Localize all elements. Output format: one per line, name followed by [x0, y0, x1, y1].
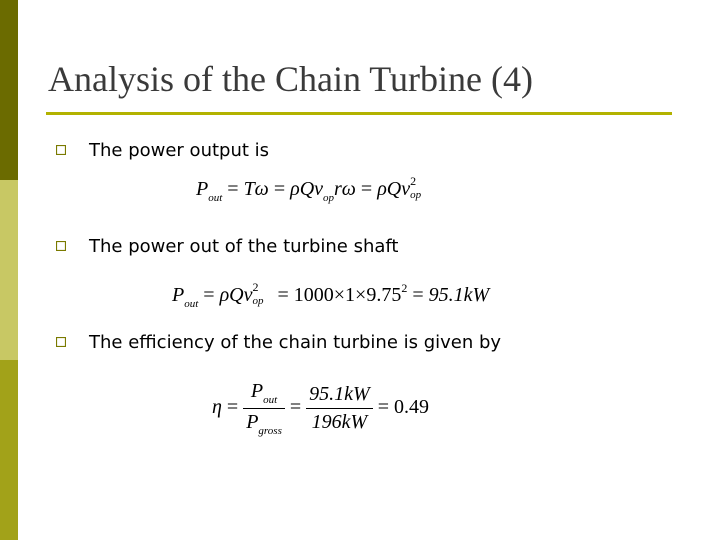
- equation-shaft-power: $P_{out} = \rho Qv$ 2 op = $1000\times 1\times 9.75^2 = 95.1kW$: [172, 280, 490, 310]
- title-underline: [46, 112, 672, 115]
- eq1-term2: ρQv: [290, 178, 324, 200]
- eq3-frac2-num: 95.1kW: [309, 383, 370, 405]
- eq3-frac1-num-sub: out: [263, 394, 278, 406]
- eq1-lhs: P: [196, 178, 209, 200]
- sidebar-segment-bottom: [0, 360, 18, 540]
- eq1-lhs-sub: out: [208, 192, 223, 204]
- eq2-lhs: P: [172, 284, 185, 306]
- eq2-term1: ρQv: [219, 284, 253, 306]
- eq1-term2-sub: op: [323, 192, 335, 204]
- bullet-text-3: The efficiency of the chain turbine is given by: [89, 332, 502, 353]
- eq2-calc: 1000×1×9.75: [293, 284, 402, 306]
- eq3-fraction-values: [306, 383, 373, 434]
- eq2-calc-sup: 2: [401, 281, 408, 295]
- eq1-term3-sup: 2: [410, 174, 417, 189]
- bullet-square-icon: [56, 337, 66, 347]
- bullet-text-1: The power output is: [89, 140, 270, 161]
- eq2-term1-sup: 2: [252, 280, 259, 295]
- equation-power-output: $P_{out} = T\omega = \rho Qv_{op}r\omega = \rho Qv$ 2 op: [196, 174, 422, 204]
- equation-efficiency: η = $\frac{P_{out}}{P_{gross}}$ = $\frac{95.1kW}{196kW}$ = 0.49: [212, 380, 429, 437]
- bullet-square-icon: [56, 241, 66, 251]
- sidebar-accent: [0, 0, 18, 540]
- sidebar-segment-middle: [0, 180, 18, 360]
- eq3-fraction-power: [243, 380, 285, 437]
- bullet-text-2: The power out of the turbine shaft: [89, 236, 399, 257]
- eq2-term1-sub: op: [252, 295, 264, 308]
- slide-title: Analysis of the Chain Turbine (4): [48, 59, 533, 99]
- eq1-term3-sub: op: [410, 189, 422, 202]
- eq3-result: 0.49: [393, 396, 429, 419]
- eq3-frac1-den: P: [246, 411, 259, 433]
- eq3-frac2-den: 196kW: [311, 411, 368, 433]
- bullet-square-icon: [56, 145, 66, 155]
- eq1-term2-tail: rω: [334, 178, 356, 200]
- sidebar-segment-top: [0, 0, 18, 180]
- eq2-lhs-sub: out: [184, 298, 199, 310]
- eq1-term1: Tω: [243, 178, 269, 200]
- eq1-term3: ρQv: [377, 178, 411, 200]
- eq3-frac1-num: P: [250, 380, 264, 402]
- eq3-frac1-den-sub: gross: [258, 425, 282, 437]
- eq3-lhs: η: [212, 396, 222, 419]
- eq2-result: 95.1kW: [428, 284, 490, 306]
